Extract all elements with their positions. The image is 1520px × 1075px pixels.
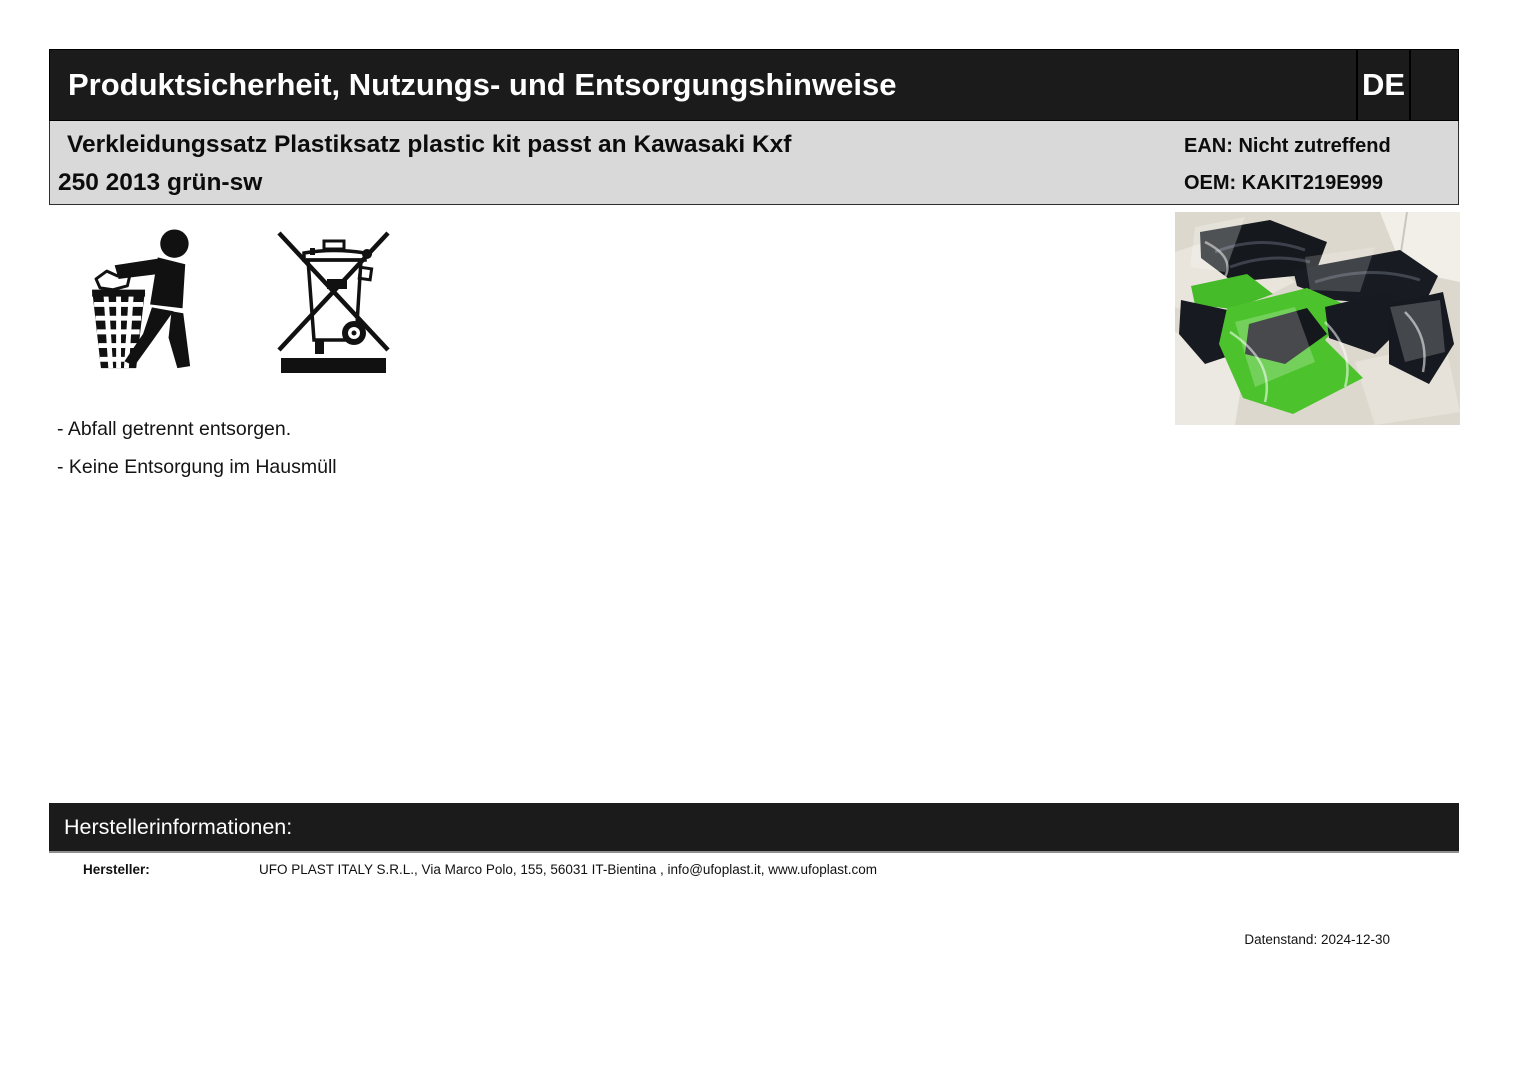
disposal-note: - Abfall getrennt entsorgen. [57, 418, 292, 440]
manufacturer-value: UFO PLAST ITALY S.R.L., Via Marco Polo, 155, 56031 IT-Bientina , info@ufoplast.it, www.ufoplast.com [259, 862, 878, 877]
ean-value: EAN: Nicht zutreffend [1184, 135, 1391, 157]
manufacturer-label: Hersteller: [83, 862, 150, 877]
product-photo [1175, 212, 1460, 425]
product-name-line2: 250 2013 grün-sw [58, 169, 263, 196]
manufacturer-section-bar [49, 803, 1459, 853]
disposal-note: - Keine Entsorgung im Hausmüll [57, 455, 337, 478]
product-name-line1: Verkleidungssatz Plastiksatz plastic kit passt an Kawasaki Kxf [67, 131, 792, 158]
product-name [50, 126, 791, 202]
manufacturer-row [83, 862, 1383, 882]
language-badge: DE [1356, 50, 1411, 120]
oem-value: OEM: KAKIT219E999 [1184, 172, 1383, 194]
tidyman-icon [87, 228, 207, 375]
product-header [49, 121, 1459, 205]
data-status: Datenstand: 2024-12-30 [1244, 932, 1390, 947]
manufacturer-section-title: Herstellerinformationen: [64, 814, 293, 839]
document-title: Produktsicherheit, Nutzungs- und Entsorgungshinweise [68, 67, 897, 102]
title-bar [49, 49, 1459, 121]
crossed-out-wheelie-bin-icon [277, 228, 390, 374]
product-codes [1184, 128, 1391, 202]
disposal-notes [57, 411, 337, 486]
